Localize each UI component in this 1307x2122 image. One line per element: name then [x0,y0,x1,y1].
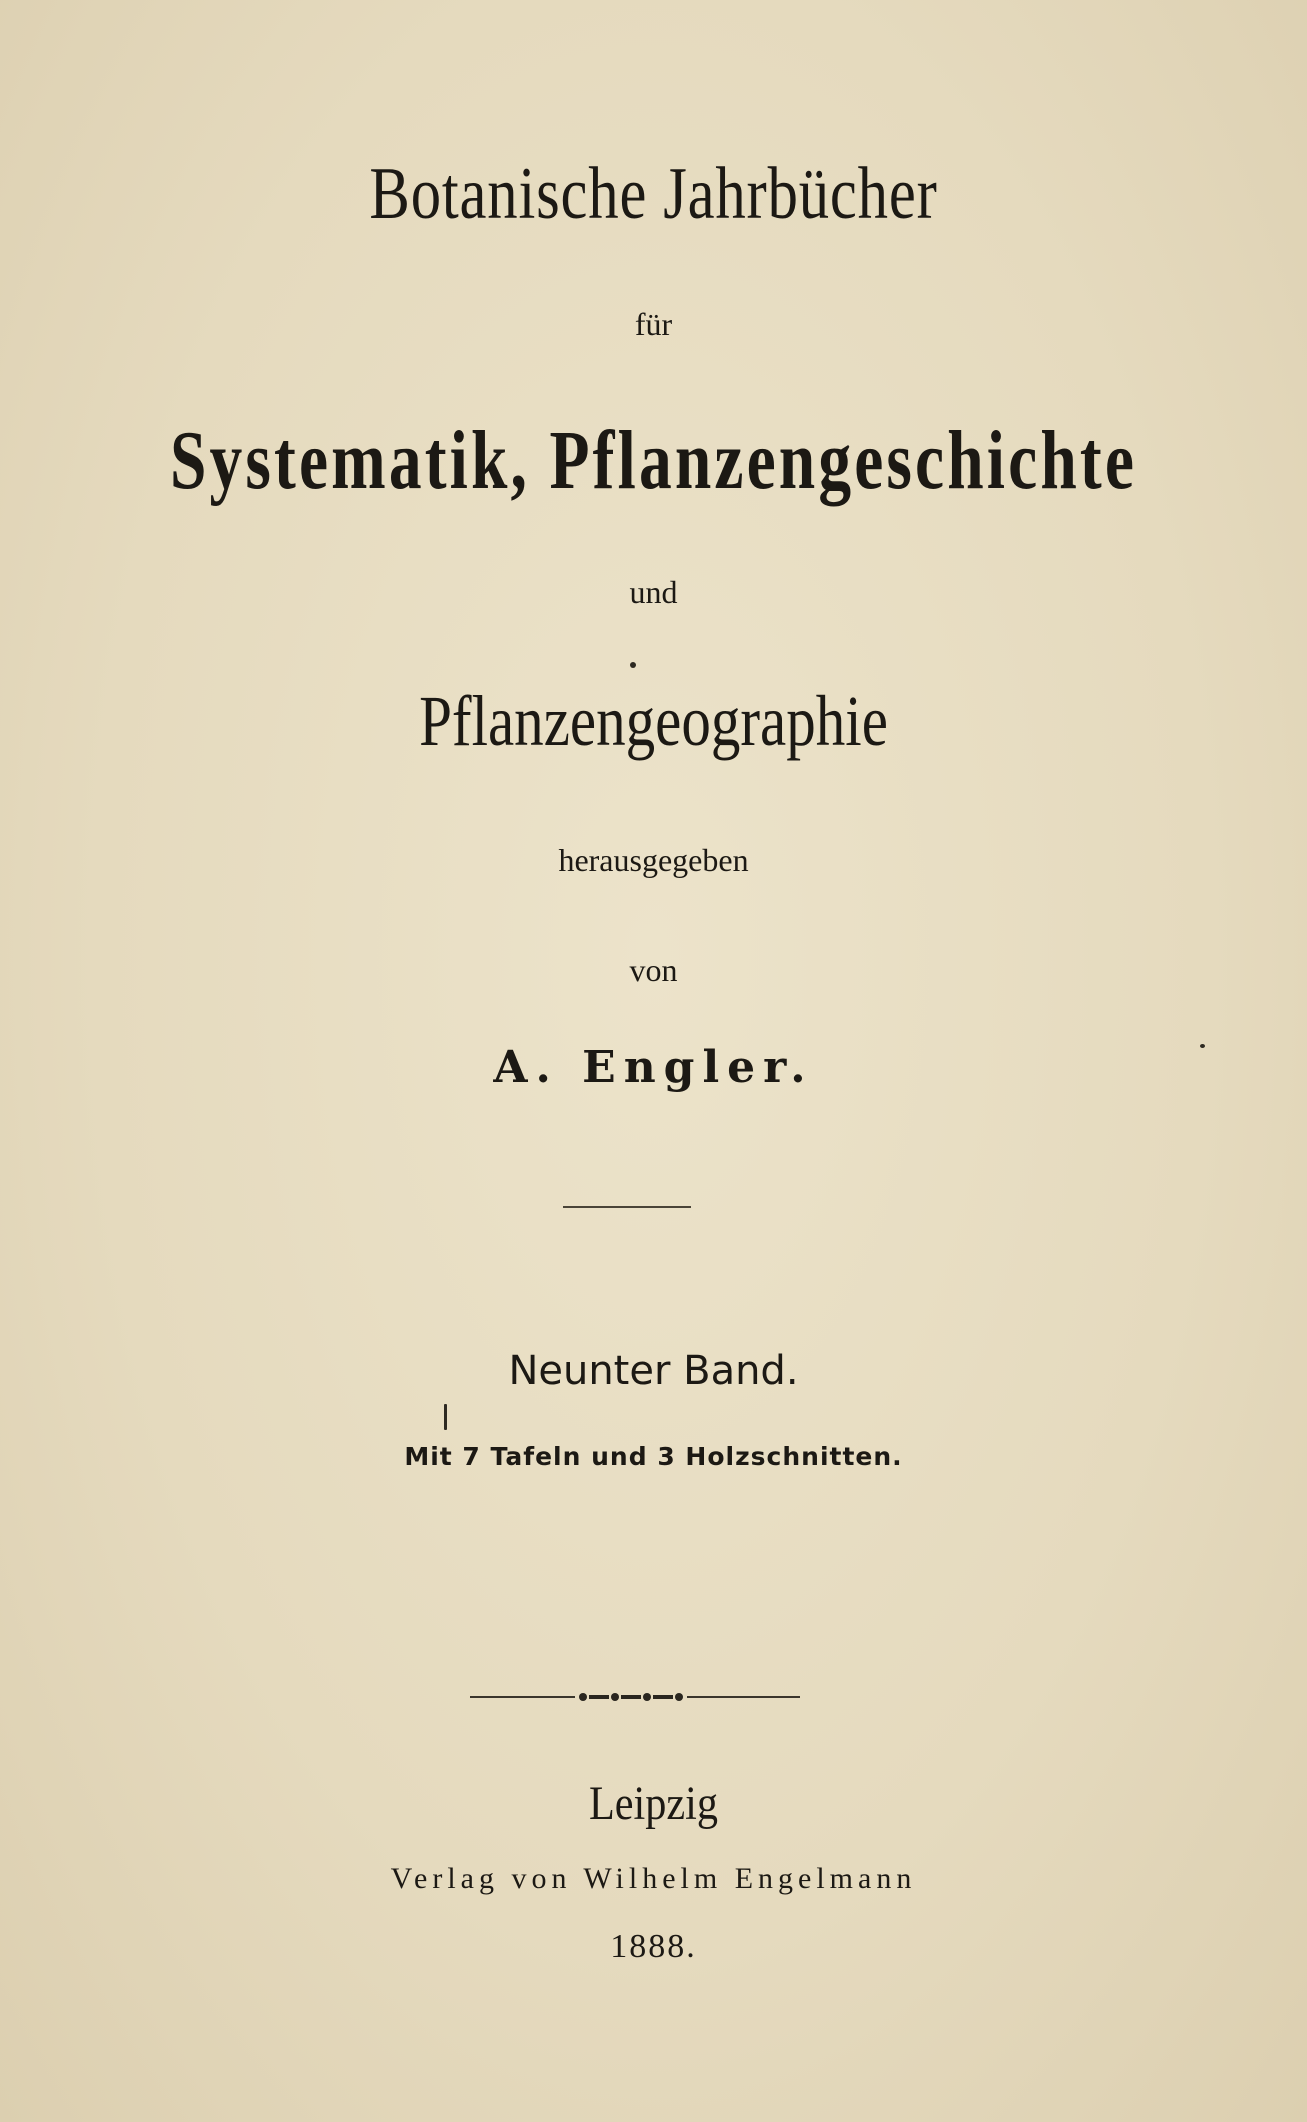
subject-heading-2: Pflanzengeographie [419,681,888,761]
paper-speck [630,662,636,668]
divider-rule [563,1206,691,1208]
publisher-line: Verlag von Wilhelm Engelmann [390,1862,917,1895]
publication-place: Leipzig [588,1777,719,1830]
conjunction-text: und [629,574,678,610]
editor-name: A. Engler. [493,1042,814,1093]
publication-year: 1888. [610,1928,697,1965]
volume-label: Neunter Band. [508,1348,799,1394]
preposition-text: für [634,306,673,342]
paper-speck [1200,1044,1205,1048]
journal-title: Botanische Jahrbücher [369,153,938,235]
subject-heading-1: Systematik, Pflanzengeschichte [169,414,1138,507]
paper-speck [444,1404,447,1430]
by-text: von [629,952,678,988]
ornament-dots-icon [575,1690,687,1704]
illustrations-note: Mit 7 Tafeln und 3 Holzschnitten. [404,1442,903,1471]
edited-by-text: herausgegeben [558,842,749,878]
